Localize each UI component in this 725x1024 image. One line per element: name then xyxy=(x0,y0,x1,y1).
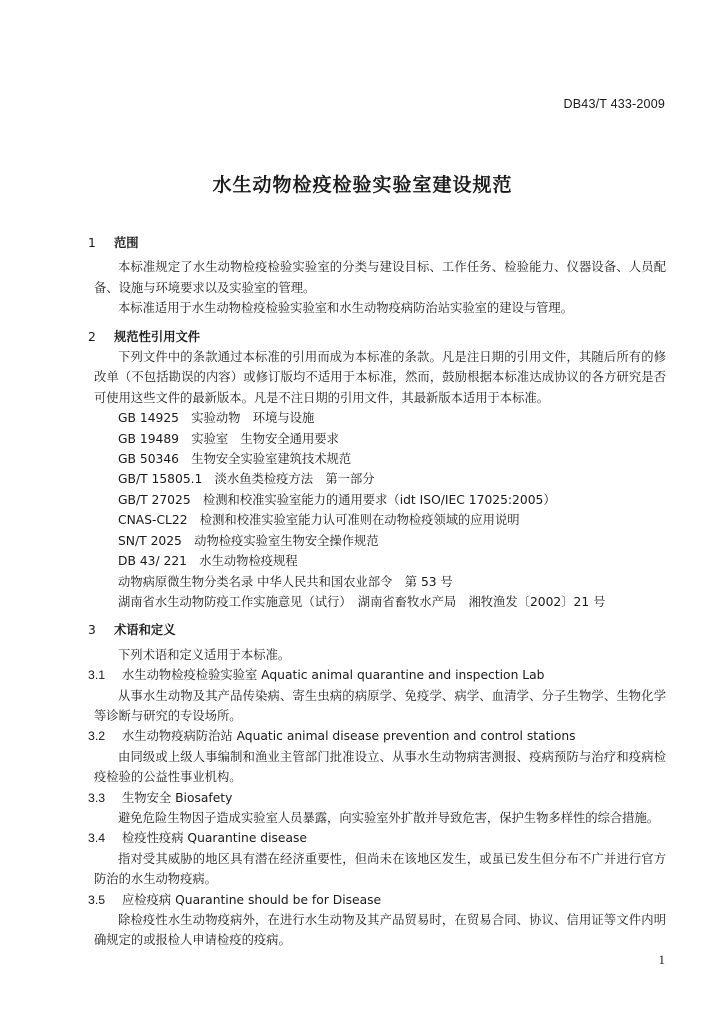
section-number: 3 xyxy=(88,623,96,638)
reference-item: CNAS-CL22 检测和校准实验室能力认可准则在动物检疫领域的应用说明 xyxy=(118,513,520,528)
section-heading-scope xyxy=(88,233,666,253)
standard-code: DB43/T 433-2009 xyxy=(563,97,665,111)
reference-item: DB 43/ 221 水生动物检疫规程 xyxy=(118,554,298,569)
section-title: 范围 xyxy=(114,236,139,250)
document-body xyxy=(88,233,666,951)
reference-item: GB 19489 实验室 生物安全通用要求 xyxy=(118,431,339,446)
paragraph: 本标准适用于水生动物检疫检验实验室和水生动物疫病防治站实验室的建设与管理。 xyxy=(118,301,573,316)
term-title: 生物安全 Biosafety xyxy=(122,790,233,805)
reference-item: GB/T 27025 检测和校准实验室能力的通用要求（idt ISO/IEC 17025:2005） xyxy=(118,492,556,507)
paragraph: 下列术语和定义适用于本标准。 xyxy=(118,647,291,662)
term-heading xyxy=(88,788,666,808)
reference-item: 湖南省水生动物防疫工作实施意见（试行） 湖南省畜牧水产局 湘牧渔发〔2002〕21 号 xyxy=(118,594,606,609)
term-definition: 指对受其威胁的地区具有潜在经济重要性，但尚未在该地区发生，或虽已发生但分布不广并进行官方防治的水生动物疫病。 xyxy=(94,851,666,887)
section-heading-normative-references xyxy=(88,327,666,347)
reference-item: GB 50346 生物安全实验室建筑技术规范 xyxy=(118,452,352,467)
page-number: 1 xyxy=(658,952,665,967)
term-number: 3.5 xyxy=(88,892,106,907)
term-definition: 除检疫性水生动物疫病外，在进行水生动物及其产品贸易时，在贸易合同、协议、信用证等文件内明确规定的或报检人申请检疫的疫病。 xyxy=(94,913,666,948)
term-number: 3.2 xyxy=(88,729,106,744)
term-heading xyxy=(88,890,666,910)
section-number: 2 xyxy=(88,329,96,344)
document-title: 水生动物检疫检验实验室建设规范 xyxy=(212,174,513,196)
section-number: 1 xyxy=(88,236,96,250)
term-number: 3.3 xyxy=(88,790,106,805)
reference-item: GB 14925 实验动物 环境与设施 xyxy=(118,411,315,426)
term-definition: 从事水生动物及其产品传染病、寄生虫病的病原学、免疫学、病学、血清学、分子生物学、生物化学等诊断与研究的专设场所。 xyxy=(94,688,666,723)
term-number: 3.1 xyxy=(88,668,106,683)
term-heading xyxy=(88,726,666,746)
reference-item: SN/T 2025 动物检疫实验室生物安全操作规范 xyxy=(118,533,379,548)
term-definition: 由同级或上级人事编制和渔业主管部门批准设立、从事水生动物病害测报、疫病预防与治疗和疫病检疫检验的公益性事业机构。 xyxy=(94,749,666,785)
term-number: 3.4 xyxy=(88,831,106,846)
term-heading xyxy=(88,828,666,848)
term-title: 应检疫病 Quarantine should be for Disease xyxy=(122,892,382,907)
term-definition: 避免危险生物因子造成实验室人员暴露，向实验室外扩散并导致危害，保护生物多样性的综合措施。 xyxy=(118,810,660,825)
section-heading-terms xyxy=(88,620,666,640)
section-title: 术语和定义 xyxy=(114,623,176,638)
term-heading xyxy=(88,665,666,685)
paragraph: 本标准规定了水生动物检疫检验实验室的分类与建设目标、工作任务、检验能力、仪器设备、人员配备、设施与环境要求以及实验室的管理。 xyxy=(94,260,666,295)
term-title: 水生动物检疫检验实验室 Aquatic animal quarantine and inspection Lab xyxy=(122,668,545,683)
reference-item: 动物病原微生物分类名录 中华人民共和国农业部令 第 53 号 xyxy=(118,574,453,589)
term-title: 水生动物疫病防治站 Aquatic animal disease prevention and control stations xyxy=(122,729,576,744)
section-title: 规范性引用文件 xyxy=(114,329,201,344)
paragraph: 下列文件中的条款通过本标准的引用而成为本标准的条款。凡是注日期的引用文件，其随后所有的修改单（不包括勘误的内容）或修订版均不适用于本标准，然而，鼓励根据本标准达成协议的各方研究是否可使用这些文件的最新版本。凡是不注日期的引用文件，其最新版本适用于本标准。 xyxy=(94,350,666,405)
reference-item: GB/T 15805.1 淡水鱼类检疫方法 第一部分 xyxy=(118,472,375,487)
term-title: 检疫性疫病 Quarantine disease xyxy=(122,831,307,846)
